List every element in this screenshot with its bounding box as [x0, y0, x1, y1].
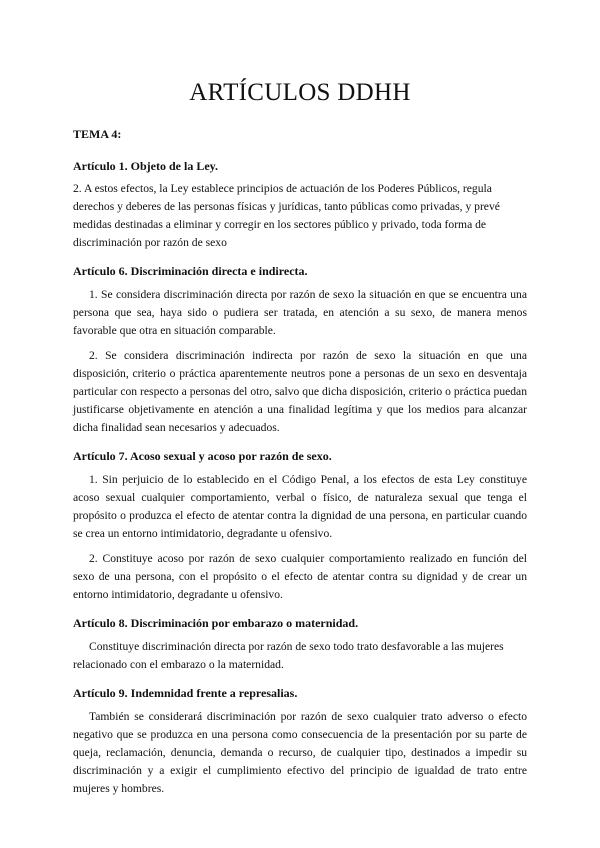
article-1-heading: Artículo 1. Objeto de la Ley.	[73, 159, 218, 173]
article-8-heading: Artículo 8. Discriminación por embarazo o maternidad.	[73, 616, 359, 630]
article-9-paragraph: También se considerará discriminación por razón de sexo cualquier trato adverso o efecto negativo que se produzca en una persona como consecuencia de la presentación por su parte de queja, reclamación, denuncia, demanda o recurso, de cualquier tipo, destinados a impedir su discriminación y a exigir el cumplimiento efectivo del principio de igualdad de trato entre mujeres y hombres.	[73, 710, 527, 795]
article-7-paragraph-2: 2. Constituye acoso por razón de sexo cualquier comportamiento realizado en función del sexo de una persona, con el propósito o el efecto de atentar contra su dignidad y de crear un entorno intimidatorio, degradante u ofensivo.	[73, 552, 527, 601]
document-title: ARTÍCULOS DDHH	[189, 79, 411, 106]
article-6-heading: Artículo 6. Discriminación directa e indirecta.	[73, 264, 308, 278]
article-9-heading: Artículo 9. Indemnidad frente a represalias.	[73, 686, 298, 700]
article-6-paragraph-2: 2. Se considera discriminación indirecta por razón de sexo la situación en que una disposición, criterio o práctica aparentemente neutros pone a personas de un sexo en desventaja particular con respecto a personas del otro, salvo que dicha disposición, criterio o práctica puedan justificarse objetivamente en atención a una finalidad legítima y que los medios para alcanzar dicha finalidad sean necesarios y adecuados.	[73, 349, 527, 434]
article-6-paragraph-1: 1. Se considera discriminación directa por razón de sexo la situación en que se encuentra una persona que sea, haya sido o pudiera ser tratada, en atención a su sexo, de manera menos favorable que otra en situación comparable.	[73, 288, 527, 337]
article-1-paragraph-2: 2. A estos efectos, la Ley establece principios de actuación de los Poderes Públicos, regula derechos y deberes de las personas físicas y jurídicas, tanto públicas como privadas, y prevé medidas destinadas a eliminar y corregir en los sectores público y privado, toda forma de discriminación por razón de sexo	[73, 182, 500, 249]
document-page	[73, 0, 527, 798]
article-7-paragraph-1: 1. Sin perjuicio de lo establecido en el Código Penal, a los efectos de esta Ley constituye acoso sexual cualquier comportamiento, verbal o físico, de naturaleza sexual que tenga el propósito o produzca el efecto de atentar contra la dignidad de una persona, en particular cuando se crea un entorno intimidatorio, degradante u ofensivo.	[73, 473, 527, 540]
section-label: TEMA 4:	[73, 127, 122, 141]
article-7-heading: Artículo 7. Acoso sexual y acoso por razón de sexo.	[73, 449, 332, 463]
article-8-paragraph: Constituye discriminación directa por razón de sexo todo trato desfavorable a las mujeres relacionado con el embarazo o la maternidad.	[73, 640, 504, 671]
